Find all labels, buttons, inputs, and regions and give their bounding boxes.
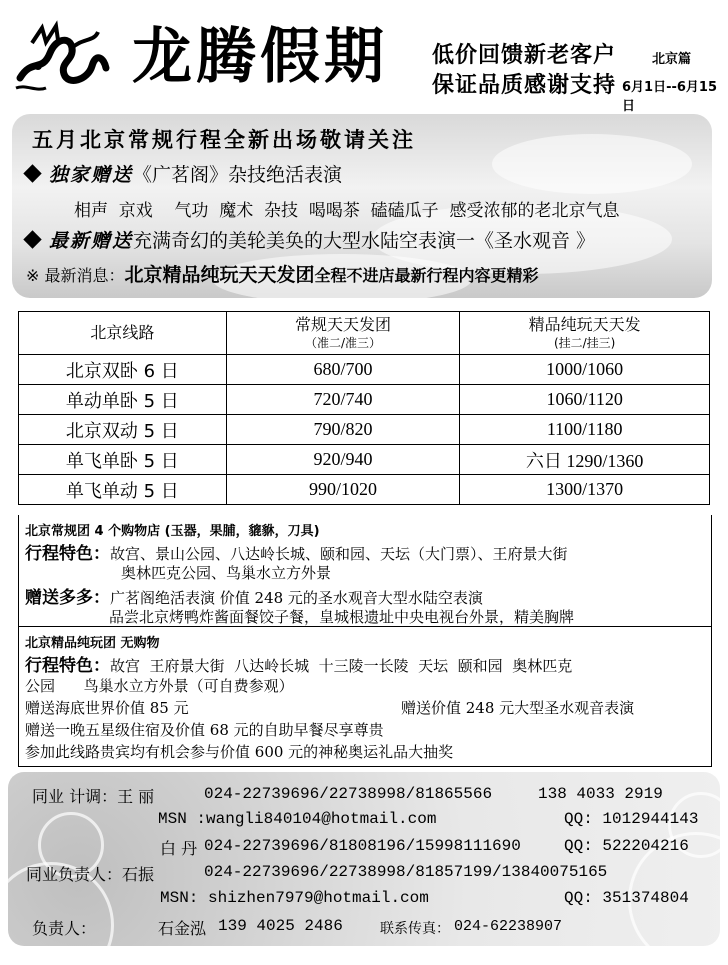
premium-price-cell: 1100/1180 <box>460 415 710 445</box>
table-row <box>19 355 710 385</box>
table-row <box>19 415 710 445</box>
latest-gift <box>26 226 595 253</box>
premium-tour-heading: 北京精品纯玩团 无购物 <box>25 636 160 651</box>
premium-price-cell: 1060/1120 <box>460 385 710 415</box>
news-line <box>26 260 539 287</box>
contact-name: 白 丹 <box>160 839 198 858</box>
contact-qq: QQ: 522204216 <box>564 837 689 855</box>
news-rest: 全程不进店最新行程内容更精彩 <box>314 266 539 285</box>
contact-phones: 024-22739696/81808196/15998111690 <box>204 837 521 855</box>
gifts-text: 广茗阁绝活表演 价值 248 元的圣水观音大型水陆空表演 <box>110 589 483 607</box>
news-prefix: ※ 最新消息： <box>26 266 125 285</box>
promo-banner <box>12 114 712 298</box>
contact-mobile: 139 4025 2486 <box>218 917 343 935</box>
header-regular: 常规天天发团 （准二/准三） <box>226 312 460 355</box>
features-label: 行程特色： <box>25 544 110 564</box>
premium-features <box>25 651 572 676</box>
contact-qq: QQ: 351374804 <box>564 889 689 907</box>
header-premium: 精品纯玩天天发 (挂二/挂三) <box>460 312 710 355</box>
table-row <box>19 385 710 415</box>
route-cell: 单飞单动 5 日 <box>19 475 227 505</box>
regular-gifts-cont: 品尝北京烤鸭炸酱面餐饺子餐，皇城根遗址中央电视台外景，精美胸牌 <box>109 608 575 626</box>
premium-price-cell: 1300/1370 <box>460 475 710 505</box>
regular-price-cell: 720/740 <box>226 385 460 415</box>
premium-extra-3: 参加此线路贵宾均有机会参与价值 600 元的神秘奥运礼品大抽奖 <box>25 743 454 761</box>
features-text: 故宫 王府景大街 八达岭长城 十三陵一长陵 天坛 颐和园 奥林匹克 <box>110 657 573 675</box>
contact-line-4 <box>26 862 154 885</box>
regular-price-cell: 920/940 <box>226 445 460 475</box>
route-cell: 单动单卧 5 日 <box>19 385 227 415</box>
gift1-items: 相声 京戏 气功 魔术 杂技 喝喝茶 磕磕瓜子 感受浓郁的老北京气息 <box>74 201 620 221</box>
route-cell: 北京双卧 6 日 <box>19 355 227 385</box>
table-header-row <box>19 312 710 355</box>
header-route: 北京线路 <box>19 312 227 355</box>
contact-name: 王 丽 <box>117 787 155 806</box>
premium-price-cell: 六日 1290/1360 <box>460 445 710 475</box>
contact-line-1 <box>32 784 154 807</box>
contact-qq: QQ: 1012944143 <box>564 810 699 828</box>
premium-extra-1-right: 赠送价值 248 元大型圣水观音表演 <box>401 699 635 717</box>
gift1-text: 《广茗阁》杂技绝活表演 <box>133 164 343 186</box>
contact-mobile: 138 4033 2919 <box>538 785 663 803</box>
dragon-logo-icon <box>12 18 112 98</box>
contact-name: 石振 <box>122 865 155 884</box>
premium-extra-1: 赠送海底世界价值 85 元 <box>25 699 189 717</box>
table-row <box>19 475 710 505</box>
edition-label: 北京篇 <box>652 52 692 67</box>
gift2-lead: 最新赠送 <box>49 230 134 252</box>
premium-price-cell: 1000/1060 <box>460 355 710 385</box>
regular-tour-heading: 北京常规团 4 个购物店 (玉器，果脯，貔貅，刀具) <box>25 524 320 539</box>
fax-number: 024-62238907 <box>454 918 563 935</box>
premium-features-cont: 公园 鸟巢水立方外景（可自费参观） <box>25 677 294 695</box>
header <box>0 0 728 114</box>
table-row <box>19 445 710 475</box>
fax-label: 联系传真： <box>380 921 450 937</box>
route-cell: 北京双动 5 日 <box>19 415 227 445</box>
manager-label: 负责人： <box>32 919 97 938</box>
gift2-text: 充满奇幻的美轮美奂的大型水陆空表演一《圣水观音 》 <box>133 230 596 252</box>
regular-gifts <box>25 583 483 608</box>
regular-features <box>25 539 568 564</box>
slogan-line-2: 保证品质感谢支持 <box>432 73 617 98</box>
regular-price-cell: 990/1020 <box>226 475 460 505</box>
gift1-lead: 独家赠送 <box>49 164 134 186</box>
contact-msn: MSN: shizhen7979@hotmail.com <box>160 889 429 907</box>
date-range: 6月1日--6月15日 <box>622 80 718 114</box>
contact-msn: MSN :wangli840104@hotmail.com <box>158 810 437 828</box>
brand-title: 龙腾假期 <box>132 22 388 92</box>
diamond-bullet-icon <box>23 230 41 248</box>
regular-features-cont: 奥林匹克公园、鸟巢水立方外景 <box>121 564 332 582</box>
price-table <box>18 311 710 505</box>
exclusive-gift <box>26 160 342 187</box>
news-highlight: 北京精品纯玩天天发团 <box>124 264 315 286</box>
section-divider <box>19 626 711 627</box>
regular-price-cell: 790/820 <box>226 415 460 445</box>
features-text: 故宫、景山公园、八达岭长城、颐和园、天坛（大门票）、王府景大街 <box>110 545 568 563</box>
supervisor-label: 同业负责人： <box>26 865 123 884</box>
contact-phones: 024-22739696/22738998/81857199/13840075165 <box>204 863 608 881</box>
route-cell: 单飞单卧 5 日 <box>19 445 227 475</box>
itinerary-section <box>18 515 712 767</box>
regular-price-cell: 680/700 <box>226 355 460 385</box>
slogan-line-1: 低价回馈新老客户 <box>432 43 617 68</box>
features-label: 行程特色： <box>25 656 110 676</box>
contact-phones: 024-22739696/22738998/81865566 <box>204 785 493 803</box>
coordinator-label: 同业 计调： <box>32 787 118 806</box>
diamond-bullet-icon <box>23 164 41 182</box>
premium-extra-2: 赠送一晚五星级住宿及价值 68 元的自助早餐尽享尊贵 <box>25 721 384 739</box>
banner-headline: 五月北京常规行程全新出场敬请关注 <box>32 128 416 152</box>
gifts-label: 赠送多多： <box>25 588 110 608</box>
contacts-panel <box>8 772 720 946</box>
contact-name: 石金泓 <box>158 919 207 938</box>
